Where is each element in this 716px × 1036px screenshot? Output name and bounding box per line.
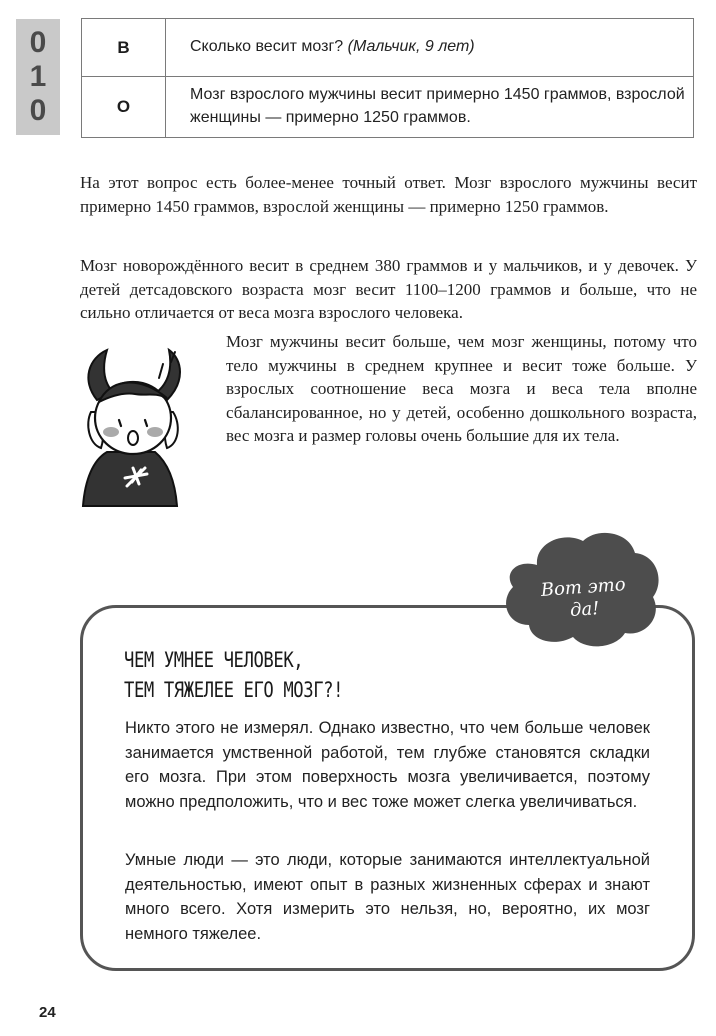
body-paragraph: Мозг новорождённого весит в среднем 380 граммов и у мальчиков, и у девочек. У детей детсадовского возраста мозг весит 1100–1200 граммов и больше, что не сильно отличается от веса мозга взрослого человека.: [80, 256, 697, 322]
question-note: (Мальчик, 9 лет): [347, 38, 475, 55]
page-number: 24: [39, 1004, 56, 1021]
surprised-child-illustration: [75, 340, 225, 510]
cloud-caption-line: Вот это: [540, 574, 627, 601]
section-number-tab: [16, 19, 60, 135]
question-text: Сколько весит мозг?: [190, 38, 344, 55]
answer-label: О: [82, 77, 166, 137]
fact-box-title-line: ЧЕМ УМНЕЕ ЧЕЛОВЕК,: [124, 648, 304, 672]
question-label: В: [82, 19, 166, 76]
question-row: [82, 19, 693, 77]
section-number-digit: 0: [29, 94, 47, 127]
answer-row: [82, 77, 693, 137]
fact-box-paragraph: Умные люди — это люди, которые занимаются интеллектуальной деятельностью, имеют опыт в разных жизненных сферах и знают много всего. Хотя измерить это нельзя, но, вероятно, их мозг немного тяжелее.: [125, 851, 650, 944]
answer-text: Мозг взрослого мужчины весит примерно 1450 граммов, взрослой женщины — примерно 1250 граммов.: [190, 86, 685, 126]
question-answer-table: [81, 18, 694, 138]
body-paragraph: Мозг мужчины весит больше, чем мозг женщины, потому что тело мужчины в среднем крупнее и весит тоже больше. У взрослых соотношение веса мозга и веса тела вполне сбалансированное, но у детей, особенно дошкольного возраста, вес мозга и размер головы очень большие для их тела.: [226, 332, 697, 445]
section-number-digit: 0: [29, 26, 47, 59]
body-paragraph: На этот вопрос есть более-менее точный ответ. Мозг взрослого мужчины весит примерно 1450 граммов, взрослой женщины — примерно 1250 граммов.: [80, 173, 697, 216]
fact-box-title: [124, 645, 343, 705]
section-number-digit: 1: [29, 60, 47, 93]
cloud-caption: [533, 574, 636, 625]
cloud-caption-line: да!: [569, 597, 601, 621]
fact-box-paragraph: Никто этого не измерял. Однако известно, что чем больше человек занимается умственной работой, тем глубже становятся складки его мозга. При этом поверхность мозга увеличивается, поэтому можно предположить, что и вес тоже может слегка увеличиваться.: [125, 719, 650, 812]
fact-box-title-line: ТЕМ ТЯЖЕЛЕЕ ЕГО МОЗГ?!: [124, 678, 344, 702]
question-text-line: [190, 35, 685, 58]
